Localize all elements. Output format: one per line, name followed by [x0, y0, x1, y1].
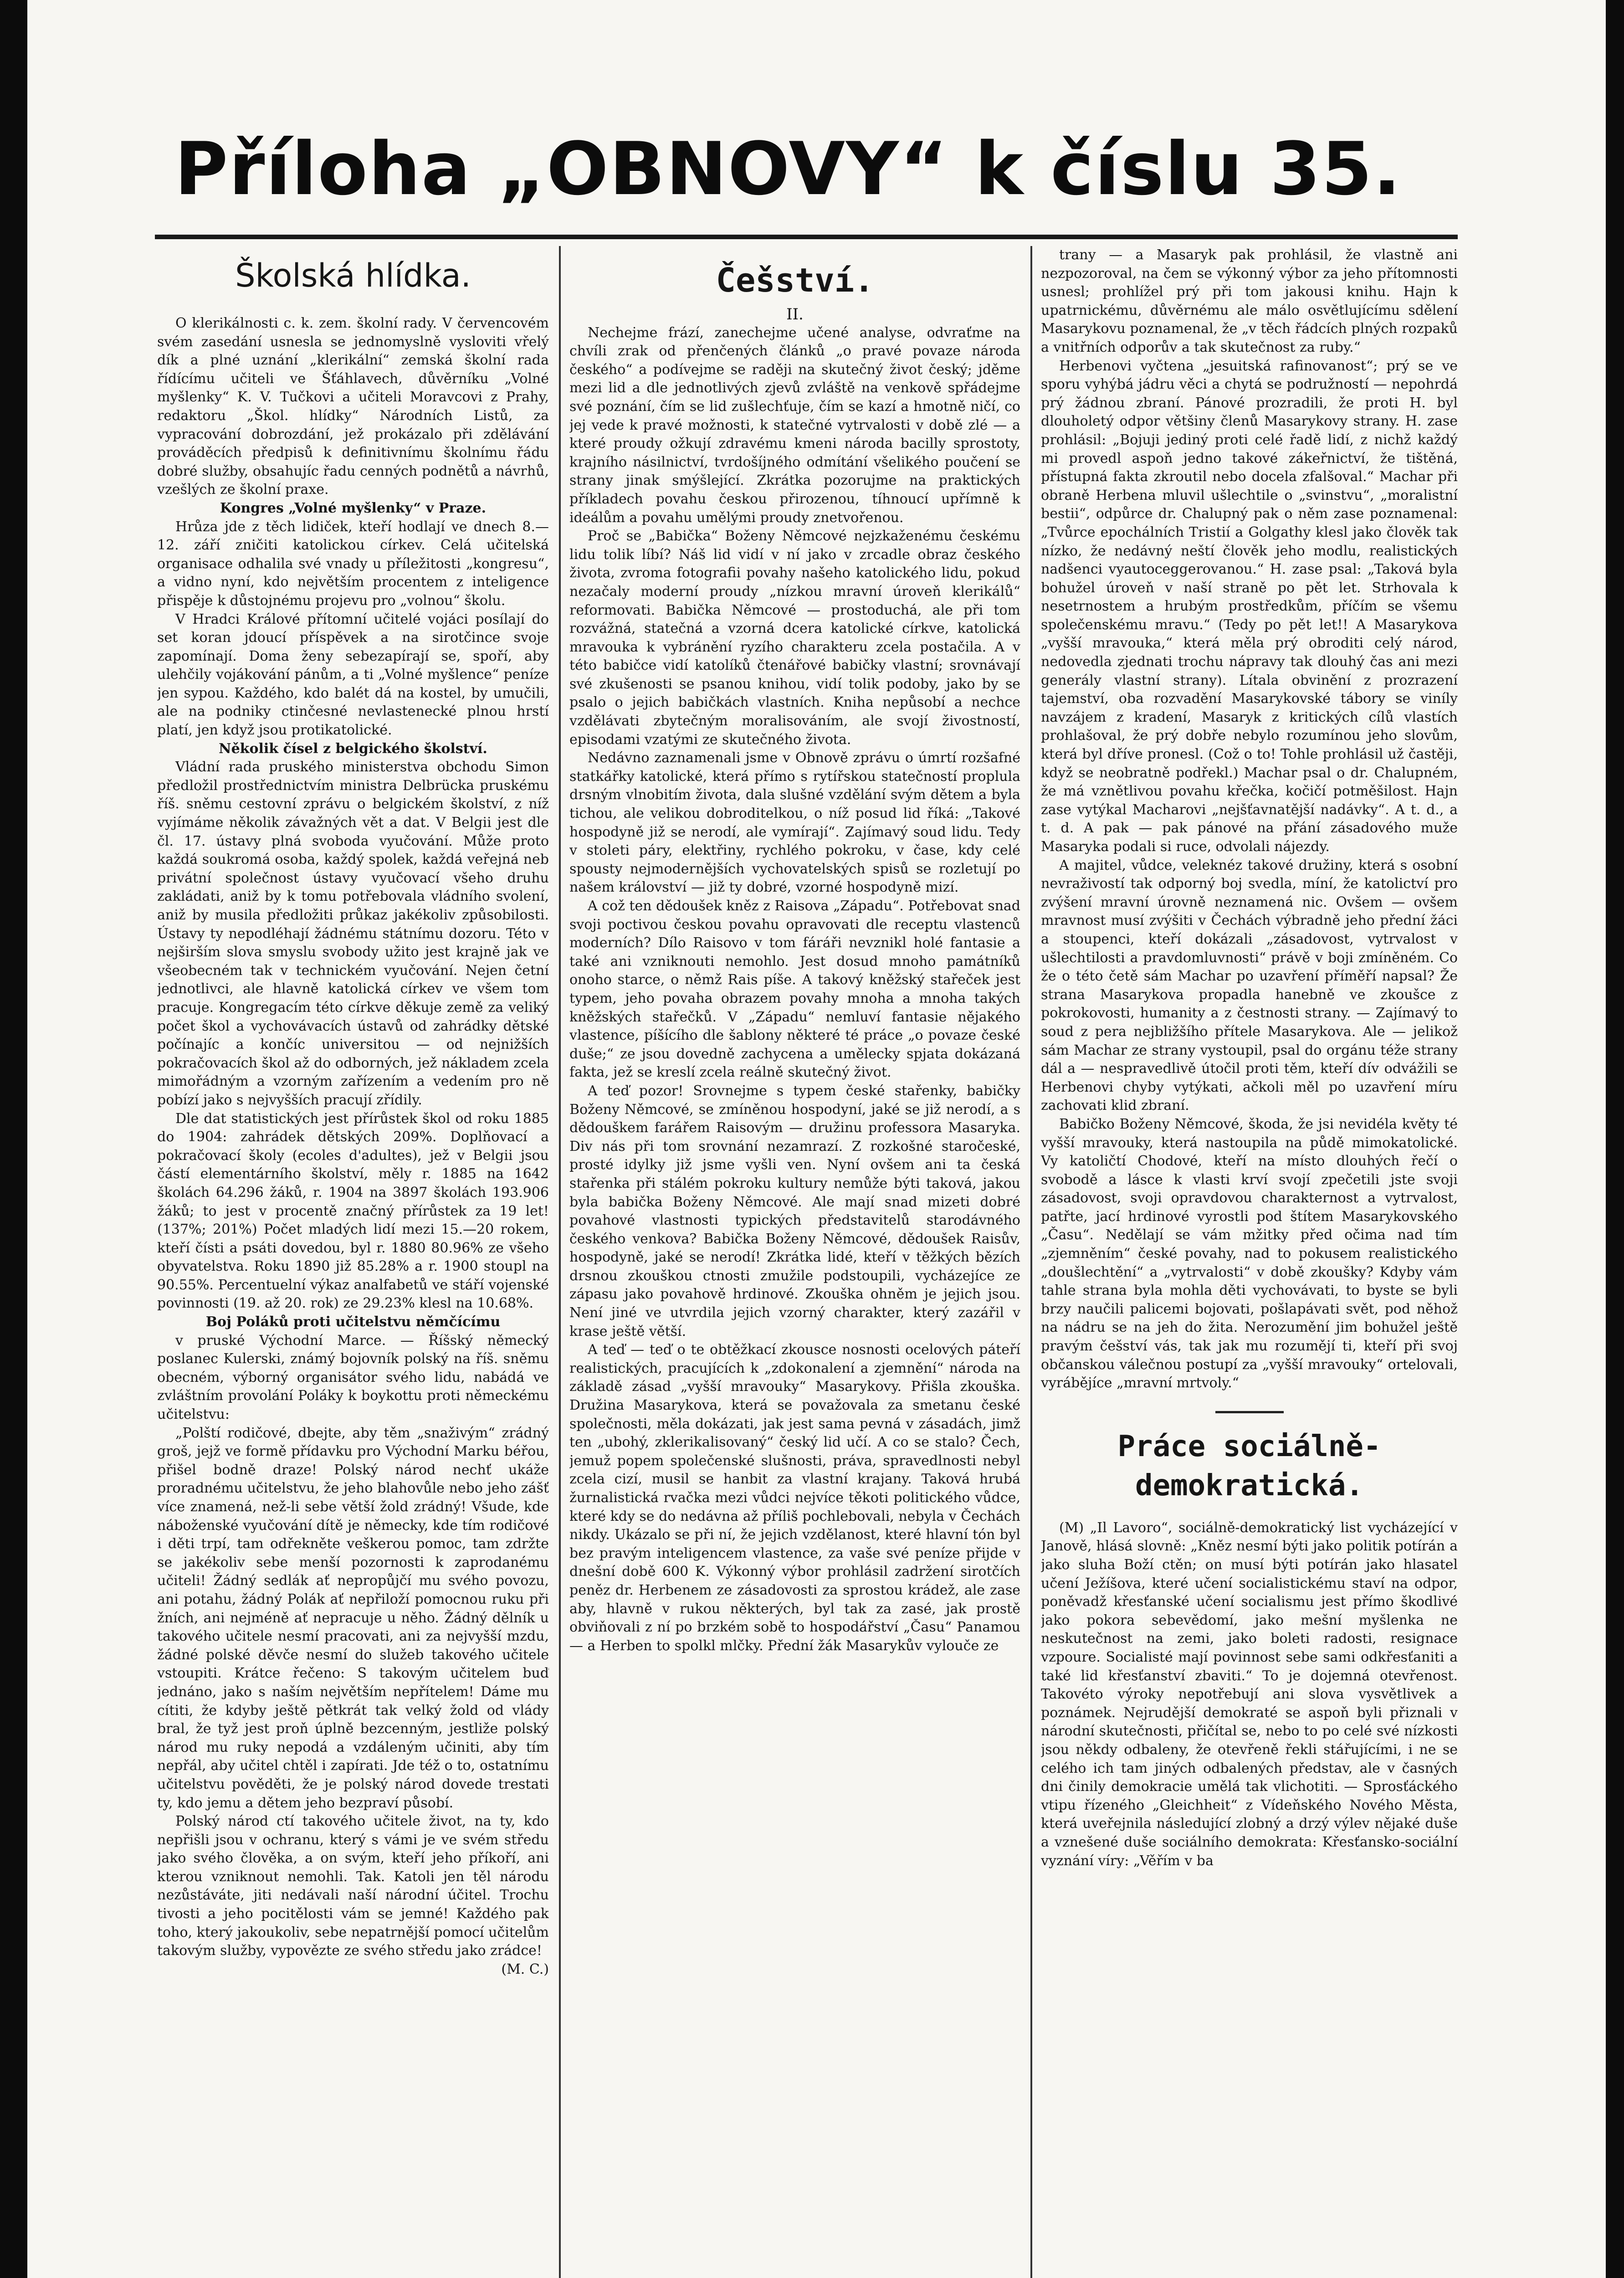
paragraph: Nedávno zaznamenali jsme v Obnově zprávu o úmrtí rozšafné statkářky katolické, která přímo s rytířskou statečností proplula drsným vlnobitím života, dala slušné vzdělání svým dětem a byla tichou, ale velikou dobroditelkou, o níž posud lid říká: „Takové hospodyně již se nerodí, ale vymírají“. Zajímavý soud lidu. Tedy v stoleti páry, elektřiny, rychlého pokroku, v čase, kdy celé spousty nejmodernějších vychovatelských spisů se rozletují po našem království — již ty dobré, vzorné hospodyně mizí.	[569, 750, 1020, 896]
paragraph: Babičko Boženy Němcové, škoda, že jsi nevidéla květy té vyšší mravouky, která nastoupila na půdě mimokatolické. Vy katoličtí Chodové, kteří na místo dlouhých řečí o svobodě a lásce k vlasti krví svojí zpečetili jste svoji zásadovost, svoji opravdovou charakternost a vytrvalost, patřte, jací hrdinové vyrostli pod štítem Masarykovského „Času“. Nedělají se vám mžitky před očima nad tím „zjemněním“ české povahy, nad to pokusem realistického „doušlechtění“ a „vytrvalosti“ v době zkoušky? Kdyby vám tahle strana byla mohla děti vychovávati, to byste se byli brzy naučili palicemi bojovati, pošlapávati svět, pod něhož na nádru se na jeh do žita. Nerozumění jim bohužel ještě pravým češství vás, tak jak mu rozumějí ti, kteří při svoj občanskou válečnou postupí za „vyšší mravouky“ ortelovali, vyrábějíce „mravní mrtvoly.“	[1041, 1116, 1458, 1391]
column-title: Češství.	[716, 261, 874, 299]
paragraph: A majitel, vůdce, veleknéz takové družiny, která s osobní nevraživostí tak odporný boj svedla, míní, že katolictví pro zvýšení mravní úrovně neznamená nic. Ovšem — ovšem mravnost musí zvýšiti v Čechách výbradně jeho přední žáci a stoupenci, kteří dokázali „zásadovost, vytrvalost v ušlechtilosti a pravdomluvnosti“ právě v boji zmíněném. Co že o této četě sám Machar po uzavření příměří napsal? Že strana Masarykova propadla hanebně ve zkoušce z pokrokovosti, humanity a z čestnosti strany. — Zajímavý to soud z pera nejbližšího přítele Masarykova. Ale — jelikož sám Machar ze strany vystoupil, psal do orgánu téže strany dál a — nespravedlivě útočil proti těm, kteří dív odvážili se Herbenovi chyby vytýkati, ačkoli měl po uzavření míru zachovati klid zbraní.	[1041, 857, 1458, 1114]
article-subheading: Několik čísel z belgického školství.	[219, 740, 487, 757]
paragraph: O klerikálnosti c. k. zem. školní rady. V červencovém svém zasedání usnesla se jednomyslně vysloviti vřelý dík a plné uznání „klerikální“ zemská školní rada řídícímu učiteli ve Šťáhlavech, důvěrníku „Volné myšlenky“ K. V. Tučkovi a učiteli Moravcovi z Prahy, redaktoru „Škol. hlídky“ Národních Listů, za vypracování dobrozdání, jež prokázalo při zdělávání prováděcích předpisů k definitivnímu školnímu řádu dobré služby, obsahujíc řadu cenných podnětů a návrhů, vzešlých ze školní praxe.	[157, 315, 549, 498]
paragraph: A což ten dědoušek kněz z Raisova „Západu“. Potřebovat snad svoji poctivou českou povahu opravovati dle receptu vlastenců moderních? Dílo Raisovo v tom fáráři nevznikl holé fantasie a také ani vzniknouti nemohlo. Jest dosud mnoho památníků onoho starce, o němž Rais píše. A takový kněžský stařeček jest typem, jeho povaha obrazem povahy mnoha a mnoha takých kněžských stařečků. V „Západu“ nemluví fantasie nějakého vlastence, píšícího dle šablony některé té práce „o povaze české duše;“ ze jsou dovedně zachycena a umělecky spjata dokázaná fakta, jež se kreslí zcela reálně skutečný život.	[569, 898, 1020, 1081]
paragraph: V Hradci Králové přítomní učitelé vojáci posílají do set koran jdoucí příspěvek a na sirotčince svoje zapomínají. Doma ženy sebezapírají se, spoří, aby ulehčily vojákování pánům, a ti „Volné myšlence“ peníze jen sypou. Každého, kdo balét dá na kostel, by umučili, ale na podniky ctinčesné nevlastenecké plnou hrstí platí, jen když jsou protikatolické.	[157, 611, 549, 739]
paragraph: Vládní rada pruského ministerstva obchodu Simon předložil prostřednictvím ministra Delbrücka pruskému říš. sněmu cestovní zprávu o belgickém školství, z níž vyjímáme několik závažných vět a dat. V Belgii jest dle čl. 17. ústavy plná svoboda vyučování. Může proto každá soukromá osoba, každý spolek, každá veřejná neb privátní společnost ústavy vyučovací všeho druhu zakládati, aniž by k tomu potřebovala vládního svolení, aniž by musila předložiti průkaz jakékoliv způsobilosti. Ústavy ty nepodléhají žádnému státnímu dozoru. Této v nejširším slova smyslu svobody užito jest krajně jak ve všeobecném tak v technickém vyučování. Nejen četní jednotlivci, ale hlavně katolická církev ve všem tom pracuje. Kongregacím této církve děkuje země za veliký počet škol a vychovávacích ústavů od zahrádky dětské počínajíc a končíc universitou — od nejnižších pokračovacích škol až do odborných, jež nákladem zcela mimořádným a vzorným zařízením a vedením pro ně pobízí jako s nejvyšších pracují zřídily.	[157, 759, 549, 1108]
paragraph: Nechejme frází, zanechejme učené analyse, odvraťme na chvíli zrak od přenčených článků „o pravé povaze národa českého“ a podívejme se raději na skutečný život český; jděme mezi lid a dle jednotlivých zjevů zvláště na venkově spřádejme své poznání, čím se lid zušlechťuje, čím se kazí a hmotně ničí, co jej vede k pravé možnosti, k statečné vytrvalosti v době zlé — a které proudy ožkují zdravému kmeni národa bacilly sprostoty, krajního násilnictví, tvrdošíjného odmítání všelikého poučení se strany jinak smýšlející. Zkrátka pozorujme na praktických příkladech povahu českou přirozenou, tíhnoucí upřímně k ideálům a povahu umělými proudy znetvořenou.	[569, 324, 1020, 526]
column-skolska-hlidka	[157, 246, 549, 2278]
article-title: Práce sociálně-demokratická.	[1117, 1429, 1381, 1503]
paragraph: Hrůza jde z těch lidiček, kteří hodlají ve dnech 8.—12. září zničiti katolickou církev. Celá učitelská organisace odhalila své vnady u příležitosti „kongresu“, a vidno nyní, kdo největším procentem z inteligence přispěje k důstojnému projevu pro „volnou“ školu.	[157, 518, 549, 609]
paragraph: „Polští rodičové, dbejte, aby těm „snaživým“ zrádný groš, jejž ve formě přídavku pro Východní Marku béřou, přišel bodně draze! Polský národ nechť ukáže proradnému učitelstvu, že jeho blahovůle nebo jeho zášť více znamená, než-li sebe větší žold zrádný! Všude, kde náboženské vyučování dítě je německy, kde tím rodičové i děti trpí, tam odřekněte veškerou pomoc, tam zdržte se jakékoliv sebe menší pozornosti k zaprodanému učiteli! Žádný sedlák ať nepropůjčí mu svého povozu, ani potahu, žádný Polák ať nepřiloží pomocnou ruku při žních, ani nejméně ať nepracuje u něho. Žádný dělník u takového učitele nesmí pracovati, ani za nejvyšší mzdu, žádné polské děvče nesmí do služeb takového učitele vstoupiti. Krátce řečeno: S takovým učitelem buď jednáno, jako s naším největším nepřítelem! Dáme mu cítiti, že kdyby ještě pětkrát tak velký žold od vlády bral, že tyž jest proň úplně bezcenným, jestliže polský národ mu ruky nepodá a vzdáleným učiniti, aby tím nepřál, aby učitel chtěl i zapírati. Jde též o to, ostatnímu učitelstvu pověděti, že je polský národ dovede trestati ty, kdo jemu a dětem jeho bezpraví působí.	[157, 1425, 549, 1811]
paragraph: trany — a Masaryk pak prohlásil, že vlastně ani nezpozoroval, na čem se výkonný výbor za jeho přítomnosti usnesl; prohlížel prý při tom jakousi knihu. Hajn k upatrnickému, důvěrnému ale málo osvětlujícímu sdělení Masarykovu poznamenal, že „v těch řádcích plných rozpaků a vnitřních odporův a tak skutečnost za ruby.“	[1041, 247, 1458, 355]
paragraph: A teď pozor! Srovnejme s typem české stařenky, babičky Boženy Němcové, se zmíněnou hospodyní, jaké se již nerodí, a s dědouškem farářem Raisovým — družinu professora Masaryka. Div nás při tom srovnání nezamrazí. Z rozkošné staročeské, prosté idylky již jsme vyšli ven. Nyní ovšem ani ta česká stařenka při stálém pokroku kultury nemůže býti taková, jakou byla babička Boženy Němcové. Ale mají snad mizeti dobré povahové vlastnosti typických představitelů starodávného českého venkova? Babička Boženy Němcové, dědoušek Raisův, hospodyně, jaké se nerodí! Zkrátka lidé, kteří v těžkých bězích drsnou zkouškou ctnosti zmužile podstoupili, vycházejíce ze zápasu jako povahově hrdinové. Zkouška ohněm je jejich jsou. Není jiné ve utvrdila jejich vzorný charakter, který zazářil v krase ještě větší.	[569, 1083, 1020, 1339]
column-cesstvi	[569, 246, 1020, 2278]
column-prace-socialne-demokraticka	[1041, 246, 1458, 2278]
header-rule	[155, 235, 1458, 239]
column-title: Školská hlídka.	[235, 257, 471, 294]
section-divider	[1215, 1411, 1284, 1413]
paragraph: A teď — teď o te obtěžkací zkousce nosnosti ocelových páteří realistických, pracujících k „zdokonalení a zjemnění“ národa na základě zásad „vyšší mravouky“ Masarykovy. Přišla zkouška. Družina Masarykova, která se považovala za smetanu české společnosti, měla dokázati, jak jest sama pevná v zásadách, jimž ten „ubohý, zklerikalisovaný“ český lid učí. A co se stalo? Čech, jemuž popem společenské slušnosti, práva, spravedlnosti nebyl zcela cizí, musil se hanbit za vlastní krajany. Taková hrubá žurnalistická rvačka mezi vůdci nejvíce těkoti politického vůdce, které kdy se do nedávna až příliš pochlebovali, nebyla v Čechách nikdy. Ukázalo se při ní, že jejich vzdělanost, které hlavní tón byl bez pravým inteligencem vlastence, za vaše své peníze přijde v dnešní době 600 K. Výkonný výbor prohlásil zadržení sirotčích peněz dr. Herbenem ze zásadovosti za sprostou krádež, ale zase aby, hlavně v rukou některých, byl tak za zasé, jak prostě obviňovali z ní po brzkém sobě to hospodářství „Času“ Panamou — a Herben to spolkl mlčky. Přední žák Masarykův vylouče ze	[569, 1342, 1020, 1654]
article-subheading: Boj Poláků proti učitelstvu němčícímu	[205, 1314, 501, 1330]
paragraph: Dle dat statistických jest přírůstek škol od roku 1885 do 1904: zahrádek dětských 209%. Doplňovací a pokračovací školy (ecoles d'adultes), jež v Belgii jsou částí elementárního školství, měly r. 1885 na 1642 školách 64.296 žáků, r. 1904 na 3897 školách 193.906 žáků; to jest v procentě značný přírůstek za 19 let! (137%; 201%) Počet mladých lidí mezi 15.—20 rokem, kteří čísti a psáti dovedou, byl r. 1880 80.96% ze všeho obyvatelstva. Roku 1890 již 85.28% a r. 1900 stoupl na 90.55%. Percentuelní výkaz analfabetů ve stáří vojenské povinnosti (19. až 20. rok) ze 29.23% klesl na 10.68%.	[157, 1110, 549, 1312]
paragraph: Herbenovi vyčtena „jesuitská rafinovanost“; prý se ve sporu vyhýbá jádru věci a chytá se podružností — nepohrdá prý žádnou zbraní. Pánové prozradili, že proti H. byl dlouholetý odpor většiny členů Masarykovy strany. H. zase prohlásil: „Bojuji jediný proti celé řadě lidí, z nichž každý mi provedl aspoň jedno takové zákeřnictví, že tištěná, přístupná fakta zkroutil nebo docela zfalšoval.“ Machar při obraně Herbena mluvil ušlechtile o „svinstvu“, „moralistní bestii“, odpůrce dr. Chalupný pak o něm zase poznamenal: „Tvůrce epochálních Tristií a Golgathy klesl jako člověk tak nízko, že nedávný neští člověk jeho modlu, realistických nadšenci vyautoceggerovanou.“ H. zase psal: „Taková byla bohužel úroveň v naší straně po pět let. Strhovala k nesetrnostem a hrubým prostředkům, příčím se všemu společenskému mravu.“ (Tedy po pět let!! A Masarykova „vyšší mravouka,“ která měla prý obroditi celý národ, nedovedla zjednati trochu nápravy tak dlouhý čas ani mezi generály vlastní strany). Lítala obvinění z prozrazení tajemství, oba rozvadění Masarykovské tábory se viníly navzájem z kradení, Masaryk z kritických cílů vlastích prohlašoval, že prý dobře nebylo rozumínou jeho slovům, která byl dříve pronesl. (Což o to! Tohle prohlásil už častěji, když se neobratně podřekl.) Machar psal o dr. Chalupném, že má vznětlivou povahu křečka, kočičí potměšilost. Hajn zase vytýkal Macharovi „nejšťavnatější nadávky“. A t. d., a t. d. A pak — pak pánové na přání zásadového muže Masaryka podali si ruce, odvolali nájezdy.	[1041, 358, 1458, 855]
article-subheading: Kongres „Volné myšlenky“ v Praze.	[220, 500, 487, 516]
paragraph: (M) „Il Lavoro“, sociálně-demokratický list vycházející v Janově, hlásá slovně: „Kněz nesmí býti jako politik potírán a jako sluha Boží ctěn; on musí býti potírán jako hlasatel učení Ježíšova, které učení socialistickému staví na odpor, poněvadž křesťanské učení socialismu jest přímo škodlivé jako pokora sebevědomí, jako mešní myšlenka ne neskutečnost na zemi, jako boleti radosti, resignace vzpoure. Socialisté mají povinnost sebe sami odkřesťaniti a také lid křesťanství zbaviti.“ To je dojemná otevřenost. Takovéto výroky nepotřebují ani slova vysvětlivek a poznámek. Nejrudější demokraté se aspoň byli přiznali v národní skutečnosti, přičítal se, nebo to po celé své nízkosti jsou někdy odbaleny, že otevřeně řekli stářujícími, i ne se celého ich tam jiných odbalených představ, ale v časných dni činily demokracie umělá tak vlichotiti. — Sprosťáckého vtipu řízeného „Gleichheit“ z Vídeňského Nového Města, která uveřejnila následující zlobný a drzý výlev nějaké duše a vznešené duše sociálního demokrata: Křesťansko-sociální vyznání víry: „Věřím v ba	[1041, 1519, 1458, 1869]
section-number: II.	[786, 305, 804, 323]
paragraph: v pruské Východní Marce. — Říšský německý poslanec Kulerski, známý bojovník polský na říš. sněmu obecném, výborný organisátor svého lidu, nabádá ve zvláštním provolání Poláky k boykottu proti německému učitelstvu:	[157, 1332, 549, 1423]
column-divider	[559, 246, 561, 2278]
article-signature: (M. C.)	[501, 1961, 549, 1977]
page-edge-right	[1606, 0, 1624, 2278]
paragraph: Proč se „Babička“ Boženy Němcové nejzkaženému českému lidu tolik líbí? Náš lid vidí v ní jako v zrcadle obraz českého života, zvroma fotografii povahy našeho katolického lidu, pokud nezačaly moderní proudy „nízkou mravní úroveň klerikálů“ reformovati. Babička Němcové — prostoduchá, ale při tom rozvážná, statečná a vzorná dcera katolické církve, katolická mravouka k vybránění ryzího charakteru zcela postačila. A v této babičce vidí katolíků čtenářové babičky vlastní; srovnávají své zkušenosti se psanou knihou, vidí tolik podoby, jako by se psalo o jejich babičkách vlastních. Kniha nepůsobí a nechce vzdělávati zbytečným moralisováním, ale svojí živostností, episodami vzatými ze skutečného života.	[569, 528, 1020, 748]
page-edge-left	[0, 0, 27, 2278]
paragraph: Polský národ ctí takového učitele život, na ty, kdo nepřišli jsou v ochranu, který s vámi je ve svém středu jako svého člověka, a on svým, kteří jeho příkoří, ani kterou vzniknout nemohli. Tak. Katoli jen těl národu nezůstáváte, jiti nedávali naší národní účitel. Trochu tivosti a jeho pocitělosti vám se jemné! Každého pak toho, který jakoukoliv, sebe nepatrnější pomocí učitelům takovým služby, vypovězte ze svého středu jako zrádce!	[157, 1813, 549, 1959]
column-divider	[1030, 246, 1032, 2278]
page-title: Příloha „OBNOVY“ k číslu 35.	[174, 126, 1402, 211]
